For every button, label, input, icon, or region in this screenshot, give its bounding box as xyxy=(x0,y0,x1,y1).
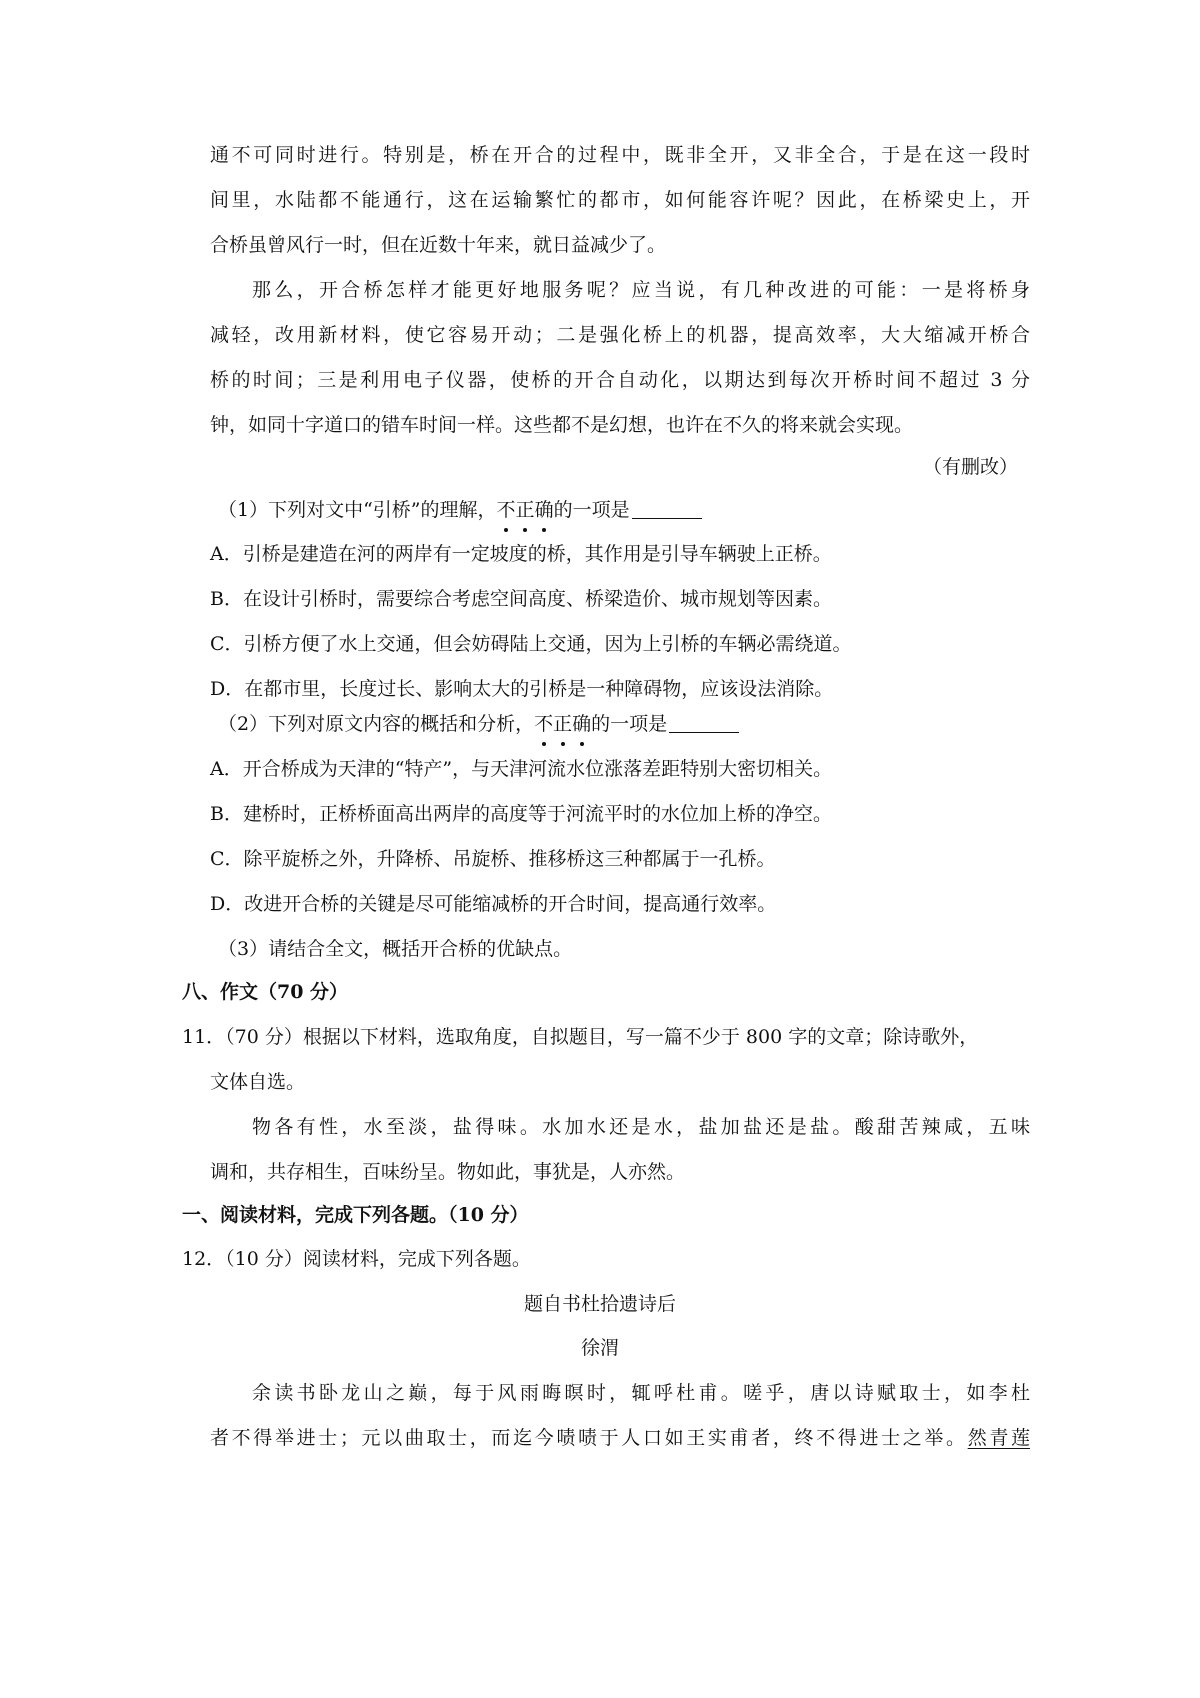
emphasis-dots xyxy=(497,496,554,524)
emphasis-dots xyxy=(534,710,591,738)
passage-line: 通不可同时进行。特别是，桥在开合的过程中，既非全开，又非全合，于是在这一段时 xyxy=(210,144,1030,166)
question-3-stem: （3）请结合全文，概括开合桥的优缺点。 xyxy=(218,938,573,960)
question-12-stem: 12．（10 分）阅读材料，完成下列各题。 xyxy=(182,1248,531,1270)
source-note: （有删改） xyxy=(922,456,1018,478)
section-heading: 一、阅读材料，完成下列各题。（10 分） xyxy=(182,1204,529,1226)
emphasis-char: 不 xyxy=(497,496,516,524)
classical-text-line: 余读书卧龙山之巅，每于风雨晦暝时，辄呼杜甫。嗟乎，唐以诗赋取士，如李杜 xyxy=(252,1382,1030,1404)
option-c: C．除平旋桥之外，升降桥、吊旋桥、推移桥这三种都属于一孔桥。 xyxy=(210,848,776,870)
emphasis-char: 正 xyxy=(516,496,535,524)
question-1-prefix: （1）下列对文中“引桥”的理解， xyxy=(218,499,497,521)
question-11-line: 11．（70 分）根据以下材料，选取角度，自拟题目，写一篇不少于 800 字的文章；除诗歌外， xyxy=(182,1026,979,1048)
passage-line: 钟，如同十字道口的错车时间一样。这些都不是幻想，也许在不久的将来就会实现。 xyxy=(210,414,914,436)
question-2-prefix: （2）下列对原文内容的概括和分析， xyxy=(218,713,535,735)
option-d: D．改进开合桥的关键是尽可能缩减桥的开合时间，提高通行效率。 xyxy=(210,893,777,915)
option-c: C．引桥方便了水上交通，但会妨碍陆上交通，因为上引桥的车辆必需绕道。 xyxy=(210,633,852,655)
option-d: D．在都市里，长度过长、影响太大的引桥是一种障碍物，应该设法消除。 xyxy=(210,678,834,700)
emphasis-char: 正 xyxy=(553,710,572,738)
passage-line: 间里，水陆都不能通行，这在运输繁忙的都市，如何能容许呢？因此，在桥梁史上，开 xyxy=(210,189,1030,211)
question-1-stem xyxy=(218,496,1038,524)
option-a: A．引桥是建造在河的两岸有一定坡度的桥，其作用是引导车辆驶上正桥。 xyxy=(210,543,832,565)
option-b: B．在设计引桥时，需要综合考虑空间高度、桥梁造价、城市规划等因素。 xyxy=(210,588,832,610)
passage-line: 桥的时间；三是利用电子仪器，使桥的开合自动化，以期达到每次开桥时间不超过 3 分 xyxy=(210,369,1030,391)
section-heading: 八、作文（70 分） xyxy=(182,981,349,1003)
author: 徐渭 xyxy=(580,1337,619,1359)
emphasis-char: 不 xyxy=(534,710,553,738)
material-line: 调和，共存相生，百味纷呈。物如此，事犹是，人亦然。 xyxy=(210,1161,686,1183)
classical-text-line xyxy=(210,1424,1030,1452)
material-line: 物各有性，水至淡，盐得味。水加水还是水，盐加盐还是盐。酸甜苦辣咸，五味 xyxy=(252,1116,1030,1138)
question-2-stem xyxy=(218,710,1038,738)
poem-title: 题自书杜拾遗诗后 xyxy=(523,1293,676,1315)
emphasis-char: 确 xyxy=(535,496,554,524)
question-1-suffix: 的一项是 xyxy=(553,499,630,521)
question-2-suffix: 的一项是 xyxy=(591,713,668,735)
underlined-text: 然青莲 xyxy=(967,1427,1030,1449)
option-a: A．开合桥成为天津的“特产”，与天津河流水位涨落差距特别大密切相关。 xyxy=(210,758,833,780)
emphasis-char: 确 xyxy=(572,710,591,738)
answer-blank xyxy=(632,498,702,519)
passage-line: 那么，开合桥怎样才能更好地服务呢？应当说，有几种改进的可能：一是将桥身 xyxy=(252,279,1030,301)
option-b: B．建桥时，正桥桥面高出两岸的高度等于河流平时的水位加上桥的净空。 xyxy=(210,803,832,825)
classical-text-plain: 者不得举进士；元以曲取士，而迄今啧啧于人口如王实甫者，终不得进士之举。 xyxy=(210,1427,968,1449)
answer-blank xyxy=(669,712,739,733)
passage-line: 减轻，改用新材料，使它容易开动；二是强化桥上的机器，提高效率，大大缩减开桥合 xyxy=(210,324,1030,346)
passage-line: 合桥虽曾风行一时，但在近数十年来，就日益减少了。 xyxy=(210,234,667,256)
question-11-line: 文体自选。 xyxy=(210,1071,306,1093)
